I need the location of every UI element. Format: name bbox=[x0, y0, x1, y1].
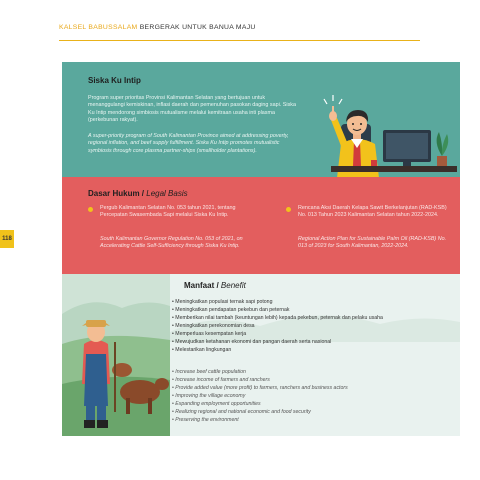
manfaat-title-en: Benefit bbox=[220, 281, 246, 290]
dasar-col2-id: Rencana Aksi Daerah Kelapa Sawit Berkelanjutan (RAD-KSB) No. 013 Tahun 2023 Kalimantan Selatan tahun 2022-2024. bbox=[298, 205, 447, 219]
dasar-title-en: Legal Basis bbox=[146, 189, 188, 198]
benefit-list-id bbox=[172, 298, 383, 354]
businessman-illustration bbox=[317, 86, 457, 178]
benefit-item-en: • Expanding employment opportunities bbox=[172, 401, 261, 407]
benefit-item-id: • Meningkatkan populasi ternak sapi potong bbox=[172, 299, 273, 305]
benefit-item-id: • Melestarikan lingkungan bbox=[172, 347, 232, 353]
dasar-col1-id: Pergub Kalimantan Selatan No. 053 tahun 2021, tentang Percepatan Swasembada Sapi melalui Siska Ku Intip. bbox=[100, 205, 236, 219]
bullet-dot-1 bbox=[88, 207, 93, 212]
manfaat-title bbox=[184, 281, 246, 290]
dasar-col2-en: Regional Action Plan for Sustainable Palm Oil (RAD-KSB) No. 013 of 2023 for South Kalimantan, 2022-2024. bbox=[298, 236, 447, 250]
benefit-item-id: • Memberikan nilai tambah (keuntungan lebih) kepada pekebun, peternak dan pelaku usaha bbox=[172, 315, 383, 321]
bullet-dot-2 bbox=[286, 207, 291, 212]
content-card bbox=[62, 62, 460, 436]
dasar-title bbox=[88, 189, 188, 198]
benefit-item-en: • Improving the village economy bbox=[172, 393, 246, 399]
benefit-item-id: • Mewujudkan ketahanan ekonomi dan pangan daerah serta nasional bbox=[172, 339, 332, 345]
intip-section bbox=[62, 62, 460, 177]
dasar-title-main: Dasar Hukum / bbox=[88, 189, 147, 198]
header-right: BERGERAK UNTUK BANUA MAJU bbox=[139, 24, 256, 31]
benefit-list-en bbox=[172, 368, 348, 424]
dasar-col1-en: South Kalimantan Governor Regulation No. 053 of 2021, on Accelerating Cattle Self-Sufficiency through Siska Ku Intip. bbox=[100, 236, 243, 250]
benefit-item-id: • Memperluas kesempatan kerja bbox=[172, 331, 247, 337]
benefit-item-en: • Preserving the environment bbox=[172, 417, 239, 423]
benefit-item-en: • Increase income of farmers and ranchers bbox=[172, 377, 270, 383]
intip-body-en: A super-priority program of South Kalimantan Province aimed at addressing poverty, regional inflation, and beef supply fulfillment. Siska Ku Intip promotes mutualistic symbiosis through core plasma partner-ships (smallholder plantations). bbox=[88, 133, 289, 154]
dasar-section bbox=[62, 177, 460, 274]
benefit-item-id: • Meningkatkan pendapatan pekebun dan peternak bbox=[172, 307, 290, 313]
page-header bbox=[59, 22, 420, 41]
farmer-illustration bbox=[62, 274, 170, 436]
header-left: KALSEL BABUSSALAM bbox=[59, 24, 138, 31]
intip-body-id: Program super prioritas Provinsi Kalimantan Selatan yang bertujuan untuk menanggulangi kemiskinan, inflasi daerah dan pemenuhan pasokan daging sapi. Siska Ku Intip mendorong simbiosis mutualisme melalui kemitraan usaha inti plasma (perkebunan rakyat). bbox=[88, 95, 296, 124]
intip-title: Siska Ku Intip bbox=[88, 76, 141, 85]
benefit-item-id: • Meningkatkan perekonomian desa bbox=[172, 323, 255, 329]
page-number: 118 bbox=[0, 230, 14, 248]
benefit-item-en: • Provide added value (more profit) to farmers, ranchers and business actors bbox=[172, 385, 348, 391]
benefit-item-en: • Increase beef cattle population bbox=[172, 369, 246, 375]
benefit-item-en: • Realizing regional and national economic and food security bbox=[172, 409, 311, 415]
farmer-illustration-panel bbox=[62, 274, 170, 436]
manfaat-title-main: Manfaat / bbox=[184, 281, 221, 290]
